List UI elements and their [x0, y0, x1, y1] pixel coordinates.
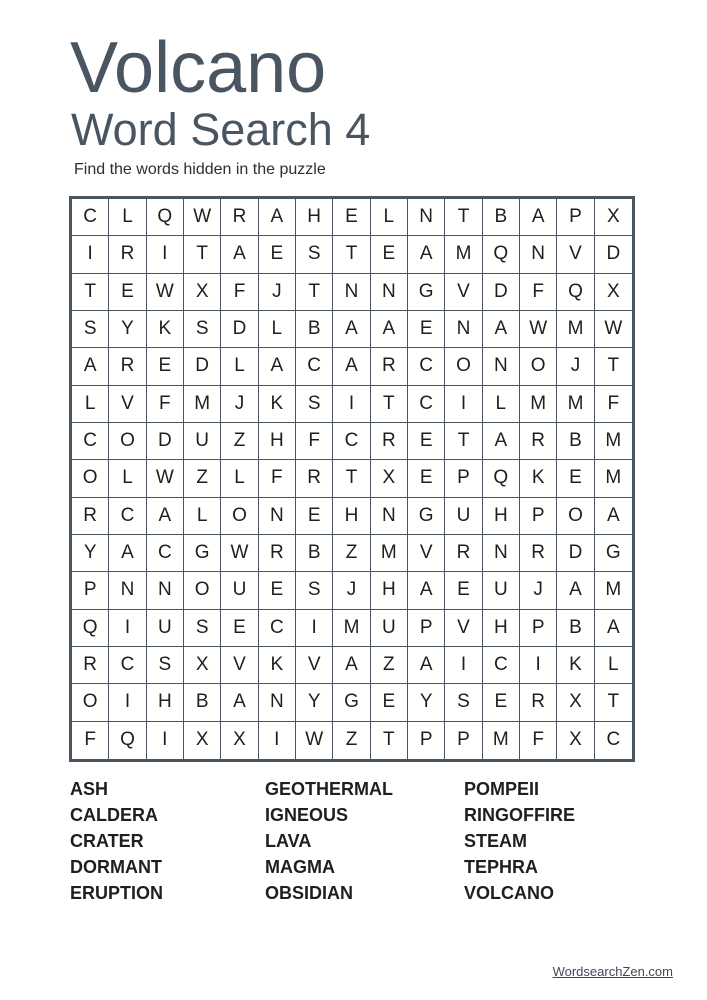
word-list-item: RINGOFFIRE: [464, 805, 575, 825]
grid-cell: C: [606, 729, 621, 751]
word-list-column-1: [70, 776, 163, 906]
grid-cell: G: [333, 684, 370, 721]
word-list-item: GEOTHERMAL: [265, 779, 393, 799]
grid-cell: Q: [109, 722, 146, 759]
grid-cell: L: [184, 498, 221, 535]
grid-cell: V: [296, 647, 333, 684]
grid-cell: K: [557, 647, 594, 684]
grid-cell: Q: [557, 274, 594, 311]
grid-cell: I: [259, 722, 296, 759]
grid-cell: U: [147, 610, 184, 647]
grid-cell: V: [408, 535, 445, 572]
grid-cell: O: [72, 684, 109, 721]
grid-cell: U: [445, 498, 482, 535]
grid-cell: V: [221, 647, 258, 684]
footer-link[interactable]: WordsearchZen.com: [552, 964, 673, 979]
word-list-column-3: [464, 776, 575, 906]
grid-cell: A: [371, 311, 408, 348]
grid-cell: F: [595, 386, 632, 423]
grid-cell: R: [520, 423, 557, 460]
grid-cell: L: [371, 199, 408, 236]
grid-cell: B: [296, 311, 333, 348]
grid-cell: D: [147, 423, 184, 460]
grid-cell: C: [259, 610, 296, 647]
grid-cell: O: [557, 498, 594, 535]
grid-cell: E: [371, 684, 408, 721]
grid-cell: A: [408, 236, 445, 273]
grid-cell: S: [445, 684, 482, 721]
page-title: Volcano: [70, 28, 327, 108]
grid-cell: N: [259, 498, 296, 535]
grid-cell: J: [557, 348, 594, 385]
grid-cell: M: [557, 386, 594, 423]
grid-cell: H: [333, 498, 370, 535]
grid-cell: L: [259, 311, 296, 348]
grid-cell: D: [184, 348, 221, 385]
grid-cell: F: [147, 386, 184, 423]
grid-cell: S: [72, 311, 109, 348]
grid-cell: F: [520, 274, 557, 311]
grid-cell: F: [221, 274, 258, 311]
grid-cell: Z: [333, 535, 370, 572]
grid-cell: K: [259, 386, 296, 423]
grid-cell: A: [483, 423, 520, 460]
grid-cell: Y: [408, 684, 445, 721]
grid-cell: Z: [184, 460, 221, 497]
grid-cell: D: [483, 274, 520, 311]
grid-cell: A: [520, 199, 557, 236]
grid-cell: S: [296, 572, 333, 609]
grid-cell: J: [221, 386, 258, 423]
grid-cell: M: [333, 610, 370, 647]
grid-cell: A: [72, 348, 109, 385]
grid-cell: Z: [221, 423, 258, 460]
grid-cell: A: [557, 572, 594, 609]
grid-cell: N: [147, 572, 184, 609]
grid-cell: K: [147, 311, 184, 348]
grid-cell: J: [259, 274, 296, 311]
grid-cell: B: [483, 199, 520, 236]
grid-cell: A: [147, 498, 184, 535]
grid-cell: P: [557, 199, 594, 236]
grid-cell: I: [445, 386, 482, 423]
grid-cell: A: [221, 684, 258, 721]
grid-cell: Q: [483, 236, 520, 273]
grid-cell: T: [296, 274, 333, 311]
grid-cell: I: [333, 386, 370, 423]
grid-cell: A: [333, 348, 370, 385]
grid-cell: T: [333, 460, 370, 497]
grid-cell: H: [296, 199, 333, 236]
grid-cell: X: [371, 460, 408, 497]
grid-cell: G: [595, 535, 632, 572]
grid-cell: E: [408, 460, 445, 497]
grid-cell: C: [72, 423, 109, 460]
grid-cell: Y: [72, 535, 109, 572]
grid-cell: R: [221, 199, 258, 236]
grid-cell: X: [184, 274, 221, 311]
grid-cell: D: [557, 535, 594, 572]
grid-cell: X: [221, 722, 258, 759]
grid-cell: E: [259, 236, 296, 273]
word-list: [70, 776, 630, 906]
grid-cell: M: [184, 386, 221, 423]
grid-cell: O: [109, 423, 146, 460]
grid-cell: V: [109, 386, 146, 423]
word-list-item: DORMANT: [70, 857, 162, 877]
grid-cell: C: [333, 423, 370, 460]
grid-cell: E: [147, 348, 184, 385]
word-list-column-2: [265, 776, 393, 906]
grid-cell: X: [557, 722, 594, 759]
grid-cell: E: [221, 610, 258, 647]
grid-cell: X: [595, 199, 632, 236]
grid-cell: E: [371, 236, 408, 273]
grid-cell: C: [109, 647, 146, 684]
grid-cell: A: [595, 498, 632, 535]
grid-cell: E: [483, 684, 520, 721]
grid-cell: R: [520, 535, 557, 572]
grid-cell: E: [333, 199, 370, 236]
grid-cell: N: [259, 684, 296, 721]
word-list-item: CRATER: [70, 831, 144, 851]
grid-cell: I: [72, 236, 109, 273]
grid-cell: H: [259, 423, 296, 460]
grid-cell: O: [184, 572, 221, 609]
grid-cell: R: [109, 236, 146, 273]
word-list-item: VOLCANO: [464, 883, 554, 903]
grid-cell: X: [557, 684, 594, 721]
puzzle-grid: [72, 199, 632, 759]
grid-cell: P: [72, 572, 109, 609]
grid-cell: K: [259, 647, 296, 684]
grid-cell: F: [72, 722, 109, 759]
grid-cell: Q: [147, 199, 184, 236]
grid-cell: F: [520, 722, 557, 759]
grid-cell: E: [557, 460, 594, 497]
grid-cell: W: [221, 535, 258, 572]
grid-cell: E: [445, 572, 482, 609]
grid-cell: A: [333, 311, 370, 348]
grid-cell: U: [184, 423, 221, 460]
instructions-text: Find the words hidden in the puzzle: [74, 161, 326, 178]
word-list-item: ASH: [70, 779, 109, 799]
grid-cell: L: [483, 386, 520, 423]
grid-cell: X: [184, 647, 221, 684]
grid-cell: I: [147, 236, 184, 273]
grid-cell: R: [371, 348, 408, 385]
grid-cell: C: [296, 348, 333, 385]
grid-cell: V: [445, 610, 482, 647]
word-list-item: MAGMA: [265, 857, 335, 877]
grid-cell: T: [184, 236, 221, 273]
grid-cell: G: [184, 535, 221, 572]
grid-cell: W: [147, 274, 184, 311]
grid-cell: R: [520, 684, 557, 721]
grid-cell: R: [296, 460, 333, 497]
grid-cell: P: [520, 610, 557, 647]
grid-cell: M: [595, 572, 632, 609]
word-list-item: TEPHRA: [464, 857, 539, 877]
grid-cell: T: [595, 684, 632, 721]
grid-cell: A: [259, 348, 296, 385]
grid-cell: C: [72, 199, 109, 236]
grid-cell: S: [147, 647, 184, 684]
grid-cell: T: [371, 722, 408, 759]
grid-cell: T: [595, 348, 632, 385]
grid-cell: V: [445, 274, 482, 311]
grid-cell: C: [147, 535, 184, 572]
grid-cell: H: [483, 610, 520, 647]
grid-cell: W: [520, 311, 557, 348]
grid-cell: G: [408, 274, 445, 311]
grid-cell: J: [333, 572, 370, 609]
grid-cell: V: [557, 236, 594, 273]
grid-cell: U: [221, 572, 258, 609]
word-list-item: CALDERA: [70, 805, 158, 825]
grid-cell: R: [259, 535, 296, 572]
grid-cell: M: [595, 460, 632, 497]
grid-cell: C: [408, 386, 445, 423]
grid-cell: C: [109, 498, 146, 535]
grid-cell: F: [296, 423, 333, 460]
grid-cell: E: [109, 274, 146, 311]
grid-cell: N: [445, 311, 482, 348]
grid-cell: C: [408, 348, 445, 385]
grid-cell: E: [296, 498, 333, 535]
grid-cell: P: [408, 722, 445, 759]
grid-cell: M: [557, 311, 594, 348]
grid-cell: E: [259, 572, 296, 609]
grid-cell: Q: [483, 460, 520, 497]
grid-cell: D: [595, 236, 632, 273]
grid-cell: R: [109, 348, 146, 385]
grid-cell: T: [371, 386, 408, 423]
grid-cell: B: [296, 535, 333, 572]
grid-cell: W: [296, 722, 333, 759]
page-subtitle: Word Search 4: [71, 104, 371, 155]
grid-cell: W: [147, 460, 184, 497]
grid-cell: P: [445, 722, 482, 759]
grid-cell: I: [520, 647, 557, 684]
grid-cell: L: [109, 199, 146, 236]
grid-cell: A: [333, 647, 370, 684]
grid-cell: O: [72, 460, 109, 497]
grid-cell: L: [595, 647, 632, 684]
grid-cell: U: [371, 610, 408, 647]
grid-cell: D: [221, 311, 258, 348]
grid-cell: S: [296, 236, 333, 273]
grid-cell: O: [221, 498, 258, 535]
grid-cell: O: [445, 348, 482, 385]
grid-cell: B: [184, 684, 221, 721]
grid-cell: N: [333, 274, 370, 311]
grid-cell: O: [520, 348, 557, 385]
word-list-item: LAVA: [265, 831, 312, 851]
grid-cell: A: [221, 236, 258, 273]
grid-cell: T: [445, 199, 482, 236]
grid-cell: L: [221, 348, 258, 385]
grid-cell: L: [109, 460, 146, 497]
grid-cell: L: [72, 386, 109, 423]
grid-cell: H: [371, 572, 408, 609]
grid-cell: M: [371, 535, 408, 572]
grid-cell: Y: [109, 311, 146, 348]
grid-cell: N: [109, 572, 146, 609]
grid-cell: T: [72, 274, 109, 311]
grid-cell: X: [184, 722, 221, 759]
grid-cell: M: [483, 722, 520, 759]
grid-cell: E: [408, 423, 445, 460]
grid-cell: H: [483, 498, 520, 535]
grid-cell: S: [184, 610, 221, 647]
grid-cell: M: [595, 423, 632, 460]
grid-cell: A: [483, 311, 520, 348]
grid-cell: I: [109, 610, 146, 647]
grid-cell: C: [483, 647, 520, 684]
word-list-item: POMPEII: [464, 779, 540, 799]
grid-cell: Q: [72, 610, 109, 647]
grid-cell: U: [483, 572, 520, 609]
grid-cell: J: [520, 572, 557, 609]
grid-cell: N: [483, 535, 520, 572]
word-list-item: IGNEOUS: [265, 805, 349, 825]
word-list-item: ERUPTION: [70, 883, 164, 903]
grid-cell: P: [520, 498, 557, 535]
grid-cell: N: [371, 274, 408, 311]
grid-cell: S: [184, 311, 221, 348]
word-list-item: OBSIDIAN: [265, 883, 354, 903]
grid-cell: W: [595, 311, 632, 348]
grid-cell: L: [221, 460, 258, 497]
grid-cell: G: [408, 498, 445, 535]
grid-cell: I: [109, 684, 146, 721]
grid-cell: T: [333, 236, 370, 273]
grid-cell: F: [259, 460, 296, 497]
word-list-item: STEAM: [464, 831, 527, 851]
grid-cell: Y: [296, 684, 333, 721]
grid-cell: M: [445, 236, 482, 273]
grid-cell: W: [184, 199, 221, 236]
grid-cell: X: [595, 274, 632, 311]
grid-cell: T: [445, 423, 482, 460]
grid-cell: A: [408, 572, 445, 609]
grid-cell: A: [595, 610, 632, 647]
grid-cell: R: [445, 535, 482, 572]
grid-cell: R: [371, 423, 408, 460]
grid-cell: I: [445, 647, 482, 684]
grid-cell: P: [408, 610, 445, 647]
grid-cell: R: [72, 498, 109, 535]
grid-cell: N: [520, 236, 557, 273]
grid-cell: K: [520, 460, 557, 497]
grid-cell: Z: [371, 647, 408, 684]
grid-cell: E: [408, 311, 445, 348]
grid-cell: A: [408, 647, 445, 684]
grid-cell: S: [296, 386, 333, 423]
grid-cell: P: [445, 460, 482, 497]
grid-cell: I: [147, 722, 184, 759]
grid-cell: Z: [333, 722, 370, 759]
grid-cell: M: [520, 386, 557, 423]
grid-cell: A: [109, 535, 146, 572]
grid-cell: I: [296, 610, 333, 647]
grid-cell: N: [371, 498, 408, 535]
grid-cell: N: [408, 199, 445, 236]
grid-cell: B: [557, 610, 594, 647]
grid-cell: N: [483, 348, 520, 385]
grid-cell: A: [259, 199, 296, 236]
grid-cell: R: [72, 647, 109, 684]
grid-cell: H: [147, 684, 184, 721]
grid-cell: B: [557, 423, 594, 460]
puzzle-grid-frame: [69, 196, 635, 762]
